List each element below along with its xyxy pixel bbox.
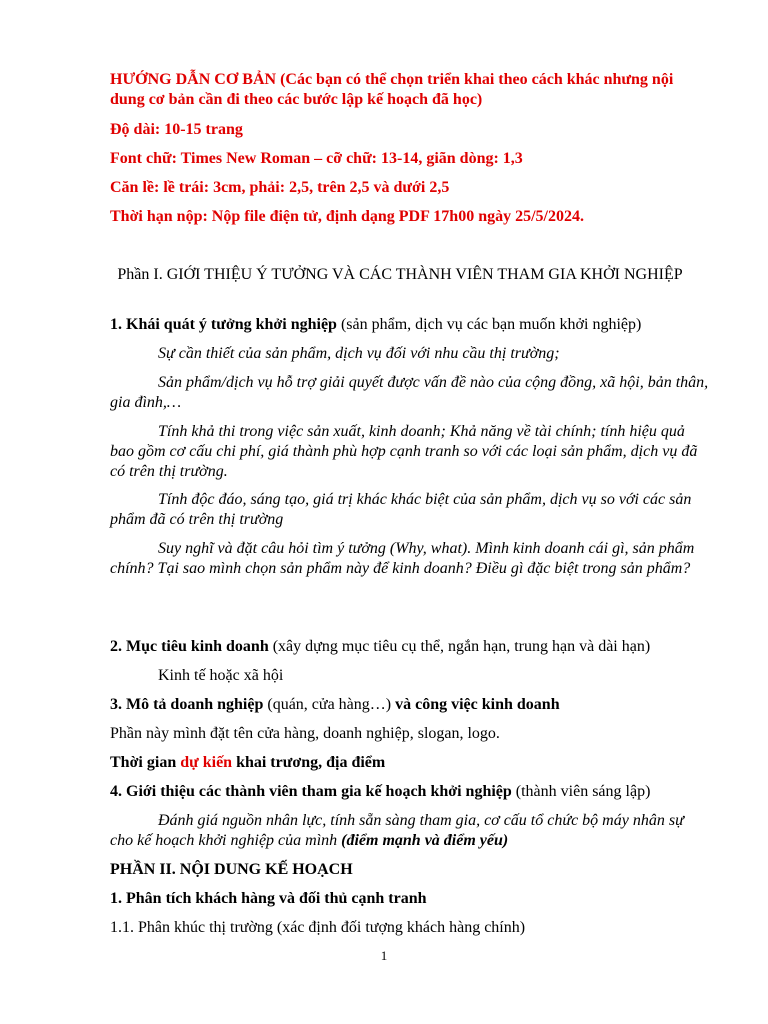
section1-item-4: Tính độc đáo, sáng tạo, giá trị khác khác biệt của sản phẩm, dịch vụ so với các sản phẩm đã có trên thị trường xyxy=(110,491,692,528)
section2-item: Kinh tế hoặc xã hội xyxy=(158,667,284,684)
section1-title: 1. Khái quát ý tưởng khởi nghiệp xyxy=(110,316,337,333)
part2-section11: 1.1. Phân khúc thị trường (xác định đối tượng khách hàng chính) xyxy=(110,919,526,936)
section2-heading xyxy=(110,637,710,657)
length-requirement: Độ dài: 10-15 trang xyxy=(110,121,243,138)
section2-title: 2. Mục tiêu kinh doanh xyxy=(110,638,269,655)
section1-item-1: Sự cần thiết của sản phẩm, dịch vụ đối với nhu cầu thị trường; xyxy=(158,345,560,362)
part1-title: Phần I. GIỚI THIỆU Ý TƯỞNG VÀ CÁC THÀNH VIÊN THAM GIA KHỞI NGHIỆP xyxy=(117,266,683,283)
section4-text xyxy=(110,811,710,851)
opening-time-a: Thời gian xyxy=(110,754,181,771)
section3-title-2: và công việc kinh doanh xyxy=(395,696,560,713)
deadline-requirement: Thời hạn nộp: Nộp file điện tử, định dạng PDF 17h00 ngày 25/5/2024. xyxy=(110,208,584,225)
section1-note: (sản phẩm, dịch vụ các bạn muốn khởi nghiệp) xyxy=(336,316,642,333)
guide-heading: HƯỚNG DẪN CƠ BẢN (Các bạn có thể chọn triển khai theo cách khác nhưng nội dung cơ bản cần đi theo các bước lập kế hoạch đã học) xyxy=(110,71,674,108)
opening-time-b: khai trương, địa điểm xyxy=(232,754,386,771)
section4-italic: Đánh giá nguồn nhân lực, tính sẵn sàng tham gia, cơ cấu tổ chức bộ máy nhân sự cho kế hoạch khởi nghiệp của mình xyxy=(110,812,684,849)
opening-time-line xyxy=(110,753,710,773)
section1-item-3: Tính khả thi trong việc sản xuất, kinh doanh; Khả năng về tài chính; tính hiệu quả bao gồm cơ cấu chi phí, giá thành phù hợp cạnh tranh so với các loại sản phẩm, dịch vụ đã có trên thị trường. xyxy=(110,423,698,480)
section4-note: (thành viên sáng lập) xyxy=(511,783,651,800)
opening-time-highlight: dự kiến xyxy=(180,754,233,771)
section3-note: (quán, cửa hàng…) xyxy=(263,696,396,713)
section3-text: Phần này mình đặt tên cửa hàng, doanh nghiệp, slogan, logo. xyxy=(110,725,500,742)
font-requirement: Font chữ: Times New Roman – cỡ chữ: 13-14, giãn dòng: 1,3 xyxy=(110,150,523,167)
section4-heading xyxy=(110,782,710,802)
part2-section1: 1. Phân tích khách hàng và đối thủ cạnh tranh xyxy=(110,890,427,907)
page-number: 1 xyxy=(380,948,388,963)
section1-item-2: Sản phẩm/dịch vụ hỗ trợ giải quyết được vấn đề nào của cộng đồng, xã hội, bản thân, gia đình,… xyxy=(110,374,709,411)
section4-title: 4. Giới thiệu các thành viên tham gia kế hoạch khởi nghiệp xyxy=(110,783,512,800)
section3-heading xyxy=(110,695,710,715)
section1-item-5: Suy nghĩ và đặt câu hỏi tìm ý tưởng (Why, what). Mình kinh doanh cái gì, sản phẩm chính? Tại sao mình chọn sản phẩm này để kinh doanh? Điều gì đặc biệt trong sản phẩm? xyxy=(110,540,695,577)
part2-title: PHẦN II. NỘI DUNG KẾ HOẠCH xyxy=(110,861,353,878)
margin-requirement: Căn lề: lề trái: 3cm, phải: 2,5, trên 2,5 và dưới 2,5 xyxy=(110,179,450,196)
section3-title: 3. Mô tả doanh nghiệp xyxy=(110,696,264,713)
section2-note: (xây dựng mục tiêu cụ thể, ngắn hạn, trung hạn và dài hạn) xyxy=(268,638,651,655)
section4-bolditalic: (điểm mạnh và điểm yếu) xyxy=(341,832,509,849)
section1-heading xyxy=(110,315,710,335)
